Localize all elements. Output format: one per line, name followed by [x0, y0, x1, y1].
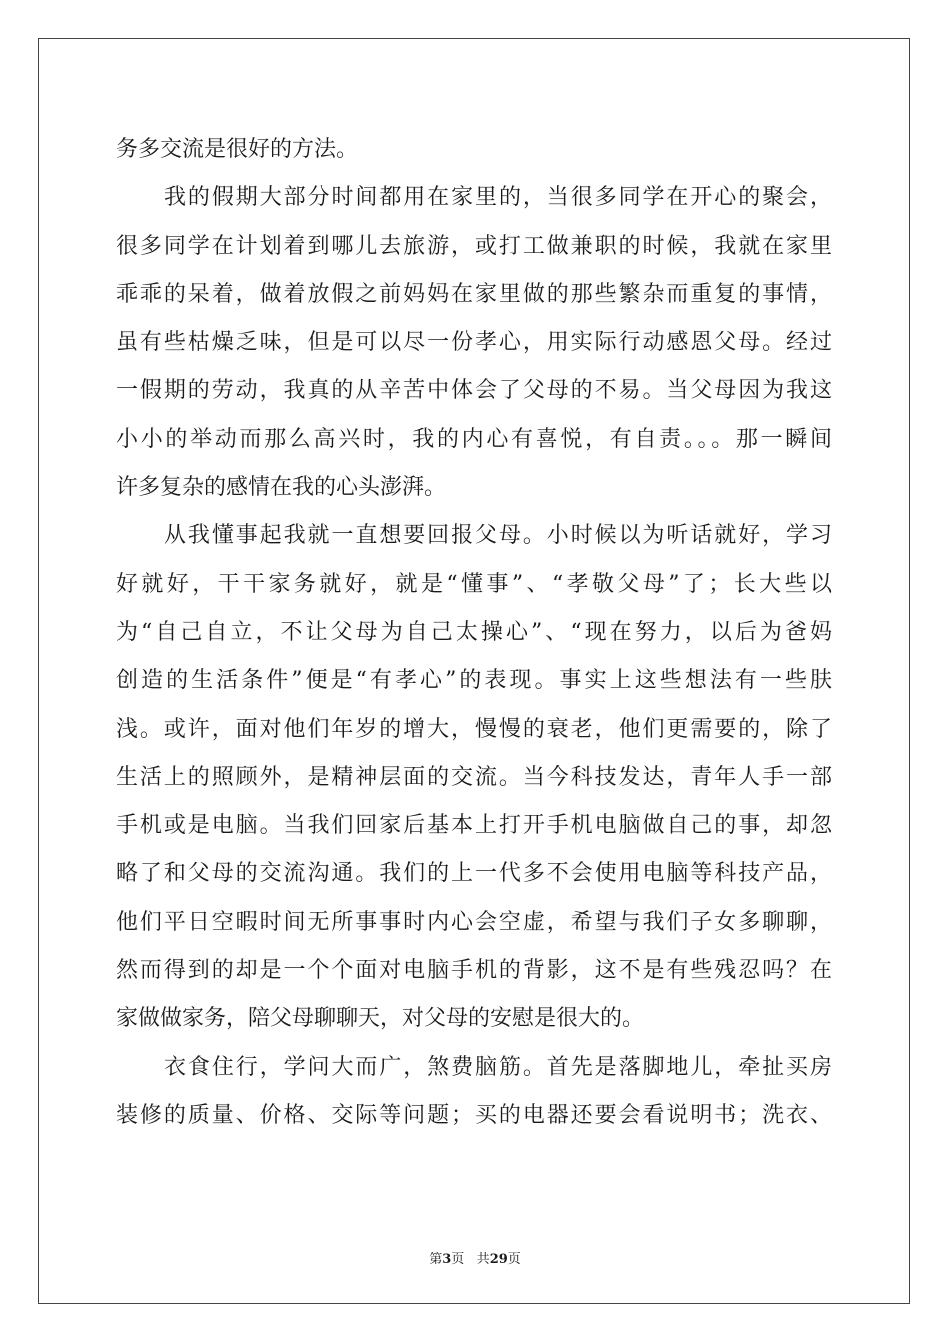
text-line: 手机或是电脑。当我们回家后基本上打开手机电脑做自己的事，却忽: [116, 813, 832, 839]
text-line: 乖乖的呆着，做着放假之前妈妈在家里做的那些繁杂而重复的事情，: [116, 281, 832, 307]
page-footer: [0, 1248, 950, 1267]
text-line: 装修的质量、价格、交际等问题；买的电器还要会看说明书；洗衣、: [116, 1102, 832, 1128]
text-line: 略了和父母的交流沟通。我们的上一代多不会使用电脑等科技产品，: [116, 861, 832, 887]
text-line: 生活上的照顾外，是精神层面的交流。当今科技发达，青年人手一部: [116, 764, 832, 790]
text-line: 为“自己自立，不让父母为自己太操心”、“现在努力，以后为爸妈: [116, 619, 832, 645]
text-line: 创造的生活条件”便是“有孝心”的表现。事实上这些想法有一些肤: [116, 668, 832, 694]
text-line: 许多复杂的感情在我的心头澎湃。: [116, 475, 447, 501]
text-line: 我的假期大部分时间都用在家里的，当很多同学在开心的聚会，: [164, 185, 832, 211]
page-current: 3: [442, 1252, 452, 1267]
text-line: 他们平日空暇时间无所事事时内心会空虚，希望与我们子女多聊聊，: [116, 909, 832, 935]
total-prefix: 共: [476, 1252, 490, 1267]
text-line: 家做做家务，陪父母聊聊天，对父母的安慰是很大的。: [116, 1006, 645, 1032]
total-unit: 页: [507, 1252, 521, 1267]
page-unit: 页: [451, 1252, 465, 1267]
text-line: 好就好，干干家务就好，就是“懂事”、“孝敬父母”了；长大些以: [116, 571, 832, 597]
text-line: 浅。或许，面对他们年岁的增大，慢慢的衰老，他们更需要的，除了: [116, 716, 832, 742]
text-line: 衣食住行，学问大而广，煞费脑筋。首先是落脚地儿，牵扯买房: [164, 1054, 832, 1080]
text-line: 务多交流是很好的方法。: [116, 137, 359, 162]
text-line: 从我懂事起我就一直想要回报父母。小时候以为听话就好，学习: [164, 523, 832, 549]
text-line: 虽有些枯燥乏味，但是可以尽一份孝心，用实际行动感恩父母。经过: [116, 330, 832, 356]
document-body: [116, 126, 832, 1140]
text-line: 很多同学在计划着到哪儿去旅游，或打工做兼职的时候，我就在家里: [116, 233, 832, 259]
text-line: 小小的举动而那么高兴时，我的内心有喜悦，有自责。。。那一瞬间: [116, 426, 832, 452]
text-line: 然而得到的却是一个个面对电脑手机的背影，这不是有些残忍吗？在: [116, 958, 832, 984]
page-total: 29: [489, 1252, 508, 1267]
text-line: 一假期的劳动，我真的从辛苦中体会了父母的不易。当父母因为我这: [116, 378, 832, 404]
page-prefix: 第: [429, 1252, 443, 1267]
